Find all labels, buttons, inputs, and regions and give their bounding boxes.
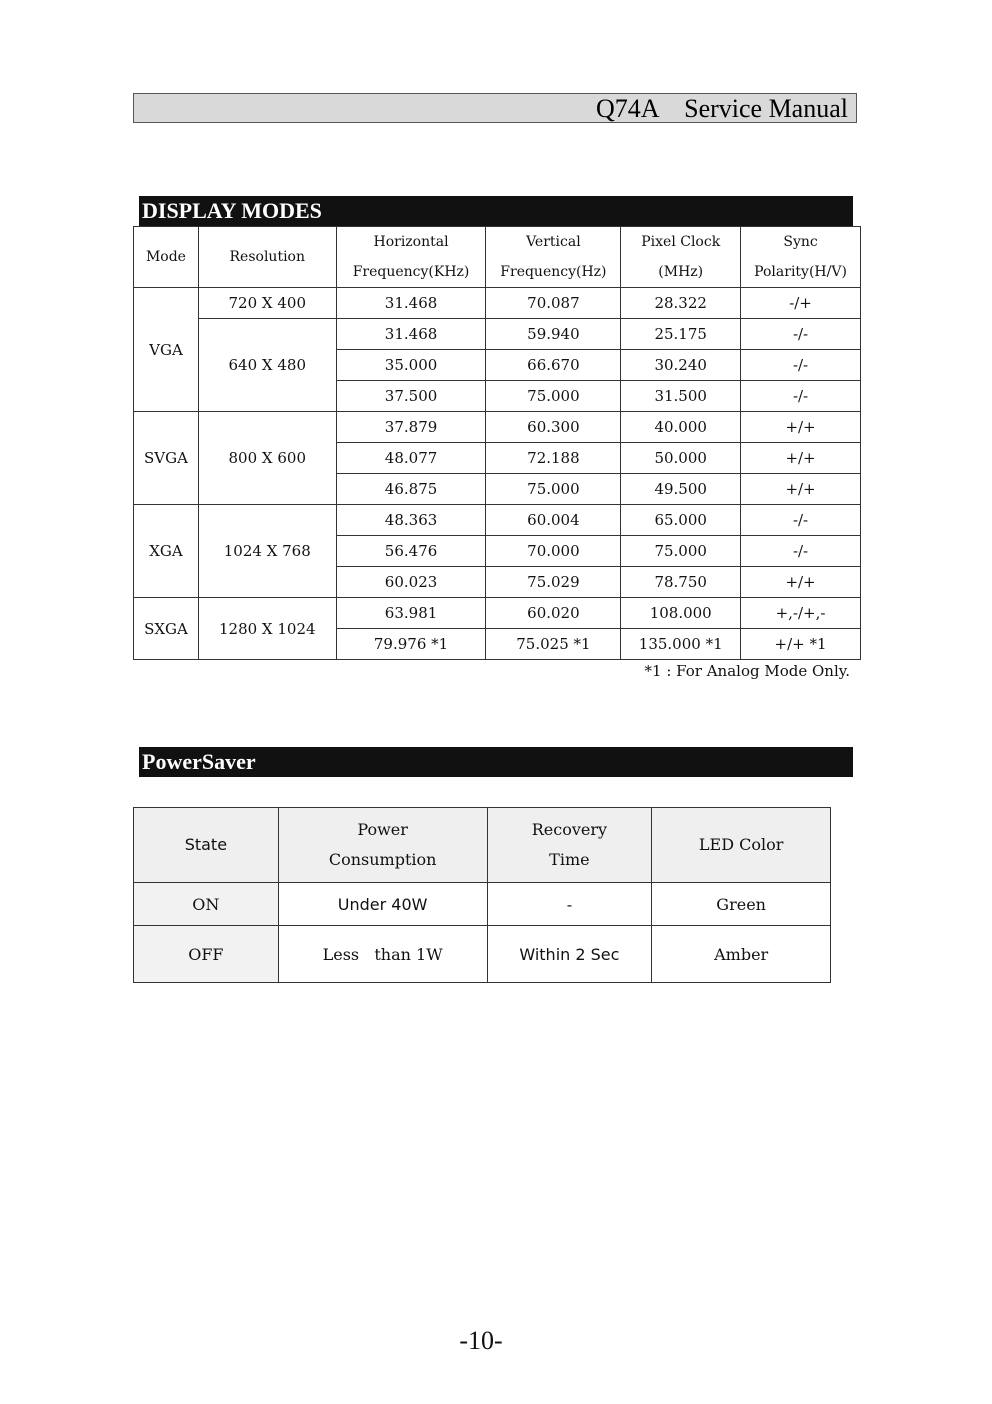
sync-cell: +/+ *1 — [741, 629, 861, 660]
pixel-clock-cell: 135.000 *1 — [621, 629, 741, 660]
vfreq-cell: 75.025 *1 — [486, 629, 621, 660]
mode-cell: XGA — [134, 505, 199, 598]
led-cell: Green — [652, 883, 831, 926]
hfreq-cell: 37.500 — [336, 381, 486, 412]
vfreq-cell: 59.940 — [486, 319, 621, 350]
vfreq-cell: 70.000 — [486, 536, 621, 567]
col-state-header: State — [134, 808, 279, 883]
table-header-row — [134, 808, 831, 883]
hfreq-cell: 48.077 — [336, 443, 486, 474]
col-hfreq-header: Horizontal Frequency(KHz) — [336, 227, 486, 288]
table-row — [134, 412, 861, 443]
hfreq-cell: 31.468 — [336, 288, 486, 319]
mode-cell: SXGA — [134, 598, 199, 660]
table-row — [134, 598, 861, 629]
table-row — [134, 883, 831, 926]
sync-cell: +/+ — [741, 412, 861, 443]
hfreq-cell: 37.879 — [336, 412, 486, 443]
sync-cell: +/+ — [741, 443, 861, 474]
power-saver-table — [133, 807, 831, 983]
pixel-clock-cell: 31.500 — [621, 381, 741, 412]
table-row — [134, 926, 831, 983]
pixel-clock-cell: 75.000 — [621, 536, 741, 567]
hfreq-cell: 31.468 — [336, 319, 486, 350]
recovery-cell: Within 2 Sec — [487, 926, 652, 983]
hfreq-cell: 56.476 — [336, 536, 486, 567]
pixel-clock-cell: 50.000 — [621, 443, 741, 474]
table-row — [134, 505, 861, 536]
hfreq-cell: 48.363 — [336, 505, 486, 536]
pixel-clock-cell: 78.750 — [621, 567, 741, 598]
pixel-clock-cell: 49.500 — [621, 474, 741, 505]
hfreq-cell: 46.875 — [336, 474, 486, 505]
sync-cell: -/- — [741, 381, 861, 412]
col-recovery-header: Recovery Time — [487, 808, 652, 883]
table-row — [134, 319, 861, 350]
sync-cell: -/- — [741, 319, 861, 350]
hfreq-cell: 79.976 *1 — [336, 629, 486, 660]
pixel-clock-cell: 28.322 — [621, 288, 741, 319]
page-number: -10- — [459, 1326, 503, 1355]
sync-cell: -/- — [741, 505, 861, 536]
hfreq-cell: 63.981 — [336, 598, 486, 629]
col-vfreq-header: Vertical Frequency(Hz) — [486, 227, 621, 288]
display-modes-table — [133, 226, 861, 660]
vfreq-cell: 66.670 — [486, 350, 621, 381]
sync-cell: -/+ — [741, 288, 861, 319]
mode-cell: SVGA — [134, 412, 199, 505]
document-header — [133, 93, 857, 123]
resolution-cell: 800 X 600 — [198, 412, 336, 505]
sync-cell: +,-/+,- — [741, 598, 861, 629]
header-title: Q74A Service Manual — [595, 94, 848, 123]
pixel-clock-cell: 25.175 — [621, 319, 741, 350]
analog-mode-footnote: *1 : For Analog Mode Only. — [644, 662, 850, 680]
state-cell: OFF — [134, 926, 279, 983]
recovery-cell: - — [487, 883, 652, 926]
vfreq-cell: 60.004 — [486, 505, 621, 536]
vfreq-cell: 72.188 — [486, 443, 621, 474]
vfreq-cell: 60.300 — [486, 412, 621, 443]
hfreq-cell: 35.000 — [336, 350, 486, 381]
vfreq-cell: 75.000 — [486, 474, 621, 505]
col-sync-header: Sync Polarity(H/V) — [741, 227, 861, 288]
resolution-cell: 1280 X 1024 — [198, 598, 336, 660]
resolution-cell: 640 X 480 — [198, 319, 336, 412]
power-cell: Under 40W — [278, 883, 487, 926]
table-row — [134, 288, 861, 319]
hfreq-cell: 60.023 — [336, 567, 486, 598]
state-cell: ON — [134, 883, 279, 926]
pixel-clock-cell: 30.240 — [621, 350, 741, 381]
sync-cell: +/+ — [741, 474, 861, 505]
col-mode-header: Mode — [134, 227, 199, 288]
col-power-header: Power Consumption — [278, 808, 487, 883]
table-header-row — [134, 227, 861, 288]
vfreq-cell: 75.029 — [486, 567, 621, 598]
col-led-header: LED Color — [652, 808, 831, 883]
resolution-cell: 720 X 400 — [198, 288, 336, 319]
vfreq-cell: 70.087 — [486, 288, 621, 319]
led-cell: Amber — [652, 926, 831, 983]
col-pixel-clock-header: Pixel Clock (MHz) — [621, 227, 741, 288]
col-resolution-header: Resolution — [198, 227, 336, 288]
sync-cell: -/- — [741, 350, 861, 381]
pixel-clock-cell: 108.000 — [621, 598, 741, 629]
sync-cell: +/+ — [741, 567, 861, 598]
pixel-clock-cell: 65.000 — [621, 505, 741, 536]
resolution-cell: 1024 X 768 — [198, 505, 336, 598]
pixel-clock-cell: 40.000 — [621, 412, 741, 443]
vfreq-cell: 60.020 — [486, 598, 621, 629]
vfreq-cell: 75.000 — [486, 381, 621, 412]
sync-cell: -/- — [741, 536, 861, 567]
mode-cell: VGA — [134, 288, 199, 412]
power-cell: Less than 1W — [278, 926, 487, 983]
display-modes-title: DISPLAY MODES — [139, 196, 853, 226]
power-saver-title: PowerSaver — [139, 747, 853, 777]
